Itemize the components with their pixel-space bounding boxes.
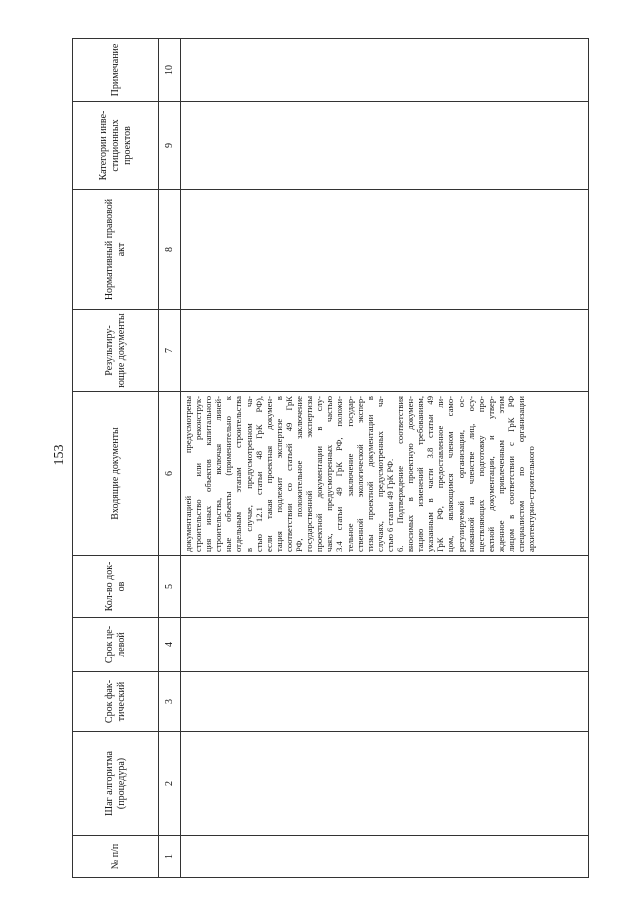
number-cell-4 [158,618,180,672]
incoming-documents-line: тельное заключение государ- [344,396,355,552]
incoming-documents-line: ектной документации, и утвер- [485,396,496,552]
incoming-documents-line: жденное привлеченным этим [495,396,506,552]
number-cell-2 [158,732,180,836]
header-incoming-label: Входящие документы [109,427,121,520]
incoming-documents-line: 3.4 статьи 49 ГрК РФ, положи- [334,396,345,552]
number-cell-5 [158,556,180,618]
header-cell-doc-count [72,556,158,618]
body-cell-10 [180,38,589,102]
header-cell-actual-term [72,672,158,732]
number-cell-7 [158,310,180,392]
body-cell-5 [180,556,589,618]
number-2: 2 [163,781,175,786]
header-resulting-label: Результиру-ющие документы [103,313,127,388]
incoming-documents-line: строительство или реконструк- [193,396,204,552]
incoming-documents-line: чаях, предусмотренных частью [324,396,335,552]
incoming-documents-line: ные объекты (применительно к [223,396,234,552]
incoming-documents-line: ГрК РФ, предоставленное ли- [435,396,446,552]
header-cell-num [72,836,158,878]
incoming-documents-line: регулируемой организации, ос- [455,396,466,552]
number-5: 5 [163,584,175,589]
number-8: 8 [163,247,175,252]
procedure-table [72,38,589,878]
incoming-documents-line: тацию изменений требованиям, [415,396,426,552]
incoming-documents-line: в случае, предусмотренном ча- [243,396,254,552]
incoming-documents-line: указанным в части 3.8 статьи 49 [425,396,436,552]
incoming-documents-line: проектной документации в слу- [314,396,325,552]
number-cell-8 [158,190,180,310]
body-cell-4 [180,618,589,672]
header-note-label: Примечание [109,43,121,97]
number-6: 6 [163,471,175,476]
number-cell-3 [158,672,180,732]
incoming-documents-line: нованной на членстве лиц, осу- [465,396,476,552]
incoming-documents-line: ственной экологической экспер- [354,396,365,552]
header-cell-note [72,38,158,102]
incoming-documents-line: отдельным этапам строительства [233,396,244,552]
number-1: 1 [163,854,175,859]
incoming-documents-line: соответствии со статьей 49 ГрК [283,396,294,552]
header-cell-target-term [72,618,158,672]
incoming-documents-line: стью 12.1 статьи 48 ГрК РФ), [253,396,264,552]
header-step-label: Шаг алгоритма (процедура) [103,751,127,816]
incoming-documents-line: 6. Подтверждение соответствия [394,396,405,552]
incoming-documents-line: если такая проектная докумен- [263,396,274,552]
header-actual-term-label: Срок фак-тический [103,679,127,724]
incoming-documents-line: документацией предусмотрены [183,396,193,552]
header-cell-incoming [72,392,158,556]
incoming-documents-line: ществляющих подготовку про- [475,396,486,552]
number-10: 10 [163,65,175,75]
procedure-table-rotated [72,38,589,878]
number-cell-6 [158,392,180,556]
incoming-documents-line: государственной экспертизы [304,396,315,552]
header-cell-resulting [72,310,158,392]
header-num-label: № п/п [109,843,121,870]
header-category-label: Категории инве-стиционных проектов [97,110,133,181]
header-doc-count-label: Кол-во док-ов [103,561,127,612]
incoming-documents-line: РФ, положительное заключение [294,396,305,552]
number-3: 3 [163,699,175,704]
body-cell-7 [180,310,589,392]
incoming-documents-line: архитектурно-строительного [526,446,537,552]
header-target-term-label: Срок це-левой [103,625,127,664]
incoming-documents-line: тация подлежит экспертизе в [273,396,284,552]
body-cell-8 [180,190,589,310]
incoming-documents-line: стью 6 статьи 49 ГрК РФ. [384,458,395,552]
number-4: 4 [163,642,175,647]
incoming-documents-line: лицом в соответствии с ГрК РФ [506,396,516,552]
incoming-documents-line: цом, являющимся членом само- [445,396,456,552]
number-9: 9 [163,143,175,148]
incoming-documents-line: случаях, предусмотренных ча- [374,396,385,552]
incoming-documents-line: вносимых в проектную докумен- [405,396,416,552]
body-cell-1 [180,836,589,878]
page-number-text: 153 [52,444,67,466]
body-cell-2 [180,732,589,836]
header-cell-category [72,102,158,190]
header-cell-legal-act [72,190,158,310]
incoming-documents-line: ция иных объектов капитального [203,396,214,552]
number-cell-1 [158,836,180,878]
number-7: 7 [163,348,175,353]
incoming-documents-line: специалистом по организации [516,396,527,552]
body-cell-3 [180,672,589,732]
incoming-documents-text [180,392,588,556]
body-cell-9 [180,102,589,190]
incoming-documents-line: строительства, включая линей- [213,396,224,552]
header-cell-step [72,732,158,836]
header-legal-act-label: Нормативный правовой акт [103,198,127,301]
number-cell-10 [158,38,180,102]
incoming-documents-line: тизы проектной документации в [364,396,375,552]
number-cell-9 [158,102,180,190]
